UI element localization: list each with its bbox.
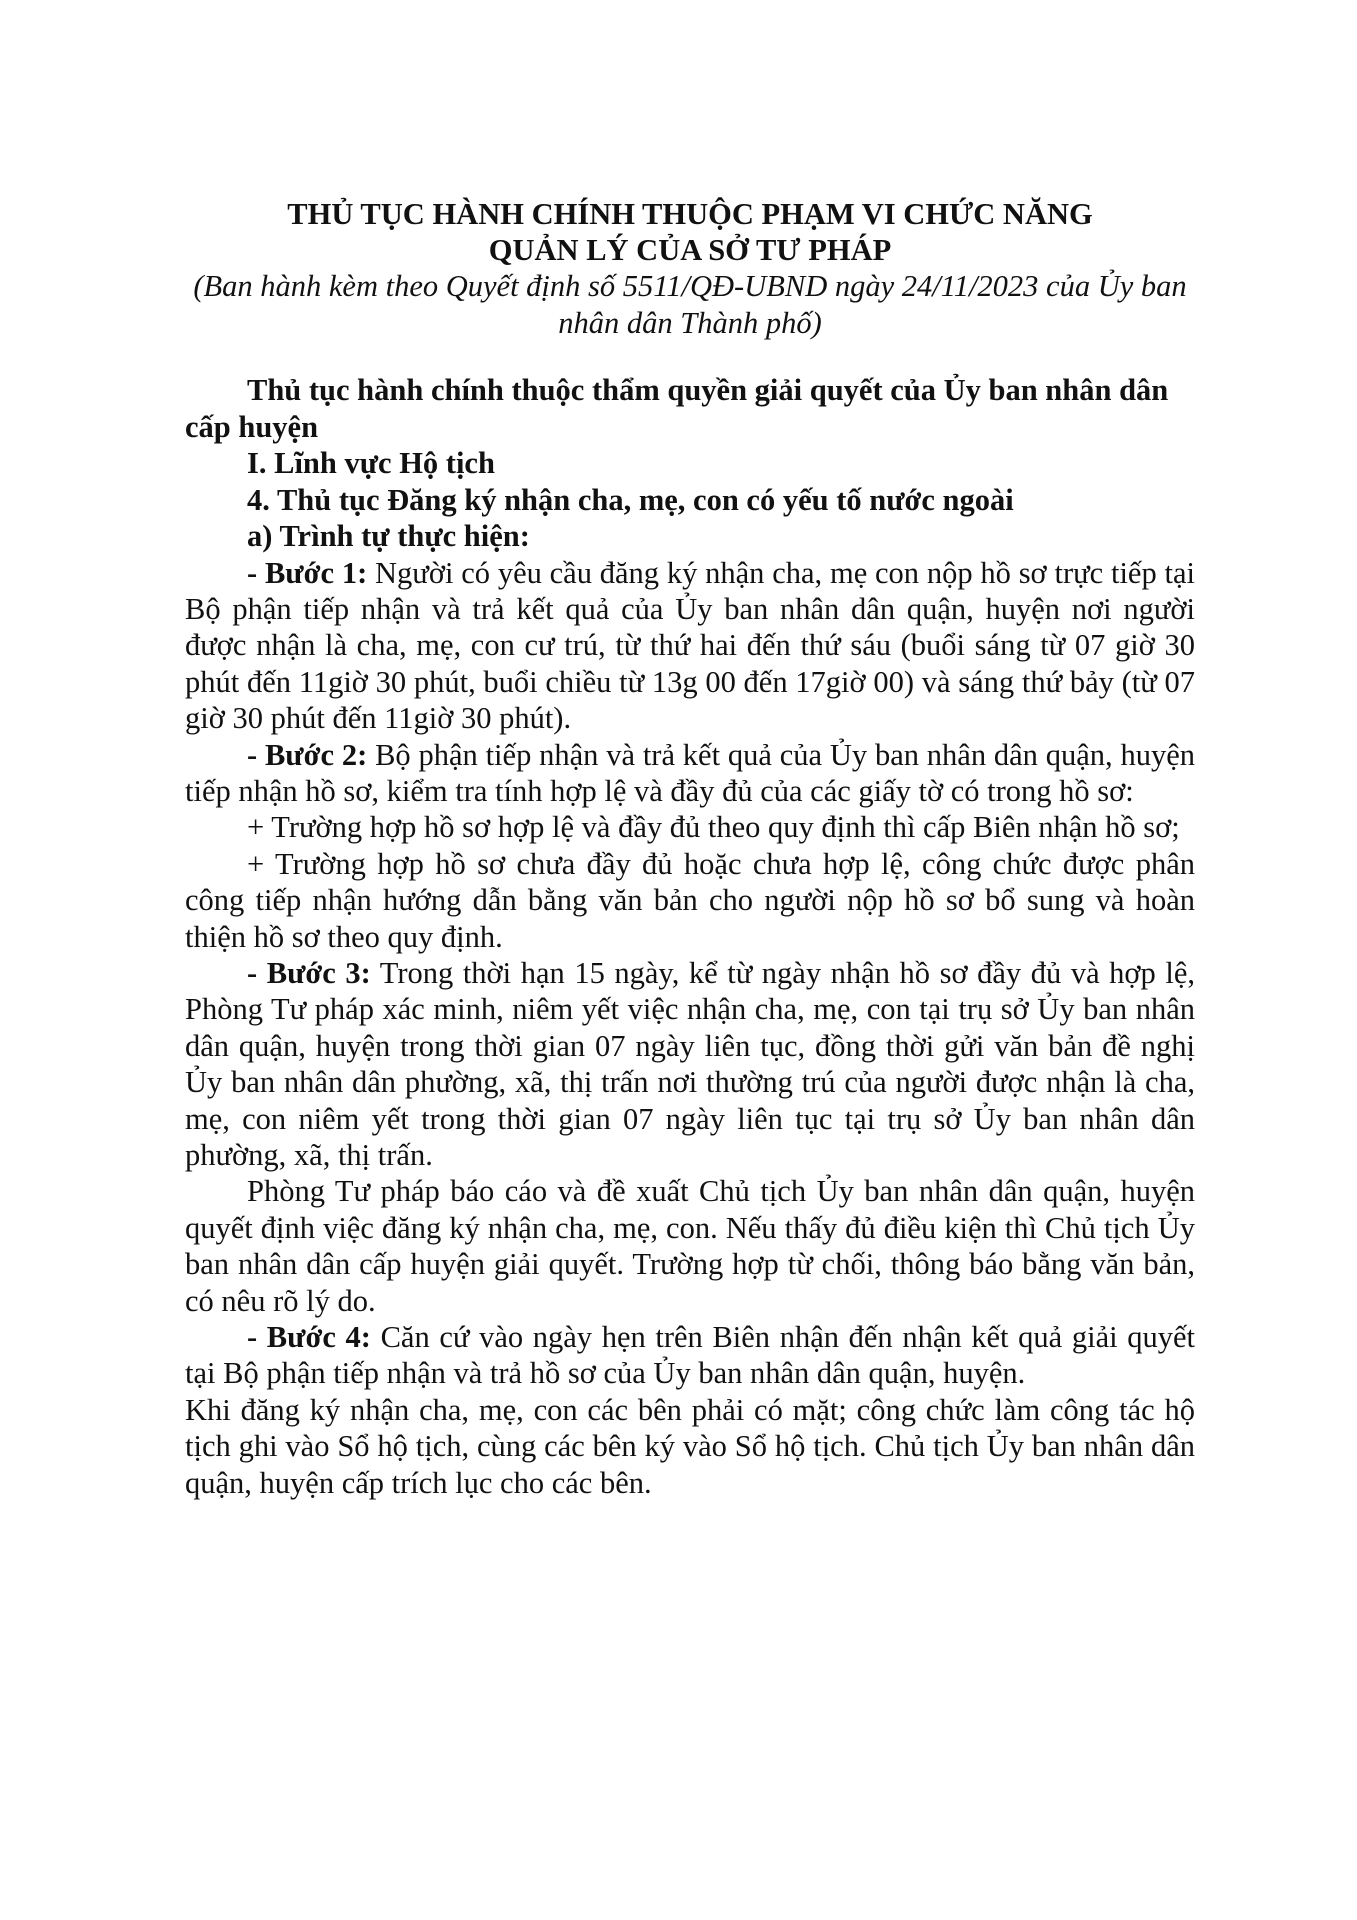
step1-paragraph — [185, 555, 1195, 737]
closing-paragraph: Khi đăng ký nhận cha, mẹ, con các bên phải có mặt; công chức làm công tác hộ tịch ghi vào Sổ hộ tịch, cùng các bên ký vào Sổ hộ tịch. Chủ tịch Ủy ban nhân dân quận, huyện cấp trích lục cho các bên. — [185, 1392, 1195, 1500]
step4-paragraph — [185, 1319, 1195, 1392]
step3-report: Phòng Tư pháp báo cáo và đề xuất Chủ tịch Ủy ban nhân dân quận, huyện quyết định việc đăng ký nhận cha, mẹ, con. Nếu thấy đủ điều kiện thì Chủ tịch Ủy ban nhân dân cấp huyện giải quyết. Trường hợp từ chối, thông báo bằng văn bản, có nêu rõ lý do. — [185, 1174, 1195, 1318]
step2-label: - Bước 2: — [247, 737, 368, 772]
document-subtitle: (Ban hành kèm theo Quyết định số 5511/QĐ-UBND ngày 24/11/2023 của Ủy ban nhân dân Thành phố) — [193, 269, 1187, 340]
authority-heading: Thủ tục hành chính thuộc thẩm quyền giải quyết của Ủy ban nhân dân cấp huyện — [185, 373, 1169, 444]
step4-text: Căn cứ vào ngày hẹn trên Biên nhận đến nhận kết quả giải quyết tại Bộ phận tiếp nhận và trả hồ sơ của Ủy ban nhân dân quận, huyện. — [185, 1320, 1195, 1391]
field-heading: I. Lĩnh vực Hộ tịch — [247, 446, 495, 480]
step4-label: - Bước 4: — [247, 1320, 371, 1355]
step3-label: - Bước 3: — [247, 955, 371, 990]
step1-text: Người có yêu cầu đăng ký nhận cha, mẹ con nộp hồ sơ trực tiếp tại Bộ phận tiếp nhận và trả kết quả của Ủy ban nhân dân quận, huyện nơi người được nhận là cha, mẹ, con cư trú, từ thứ hai đến thứ sáu (buổi sáng từ 07 giờ 30 phút đến 11giờ 30 phút, buổi chiều từ 13g 00 đến 17giờ 00) và sáng thứ bảy (từ 07 giờ 30 phút đến 11giờ 30 phút). — [185, 555, 1195, 736]
document-title-line2: QUẢN LÝ CỦA SỞ TƯ PHÁP — [488, 233, 892, 267]
step1-label: - Bước 1: — [247, 555, 368, 590]
step3-text: Trong thời hạn 15 ngày, kể từ ngày nhận hồ sơ đầy đủ và hợp lệ, Phòng Tư pháp xác minh, niêm yết việc nhận cha, mẹ, con tại trụ sở Ủy ban nhân dân quận, huyện trong thời gian 07 ngày liên tục, đồng thời gửi văn bản đề nghị Ủy ban nhân dân phường, xã, thị trấn nơi thường trú của người được nhận là cha, mẹ, con niêm yết trong thời gian 07 ngày liên tục tại trụ sở Ủy ban nhân dân phường, xã, thị trấn. — [185, 955, 1196, 1172]
step2-text: Bộ phận tiếp nhận và trả kết quả của Ủy ban nhân dân quận, huyện tiếp nhận hồ sơ, kiểm tra tính hợp lệ và đầy đủ của các giấy tờ có trong hồ sơ: — [185, 737, 1195, 808]
step2-paragraph — [185, 737, 1195, 810]
document-title-line1: THỦ TỤC HÀNH CHÍNH THUỘC PHẠM VI CHỨC NĂNG — [287, 197, 1093, 231]
procedure-heading: 4. Thủ tục Đăng ký nhận cha, mẹ, con có yếu tố nước ngoài — [247, 482, 1014, 517]
step2-case2: + Trường hợp hồ sơ chưa đầy đủ hoặc chưa hợp lệ, công chức được phân công tiếp nhận hướng dẫn bằng văn bản cho người nộp hồ sơ bổ sung và hoàn thiện hồ sơ theo quy định. — [185, 846, 1195, 954]
sequence-heading: a) Trình tự thực hiện: — [247, 519, 530, 553]
step2-case1: + Trường hợp hồ sơ hợp lệ và đầy đủ theo quy định thì cấp Biên nhận hồ sơ; — [247, 810, 1180, 845]
step3-paragraph — [185, 955, 1195, 1173]
document-page — [185, 196, 1195, 1501]
